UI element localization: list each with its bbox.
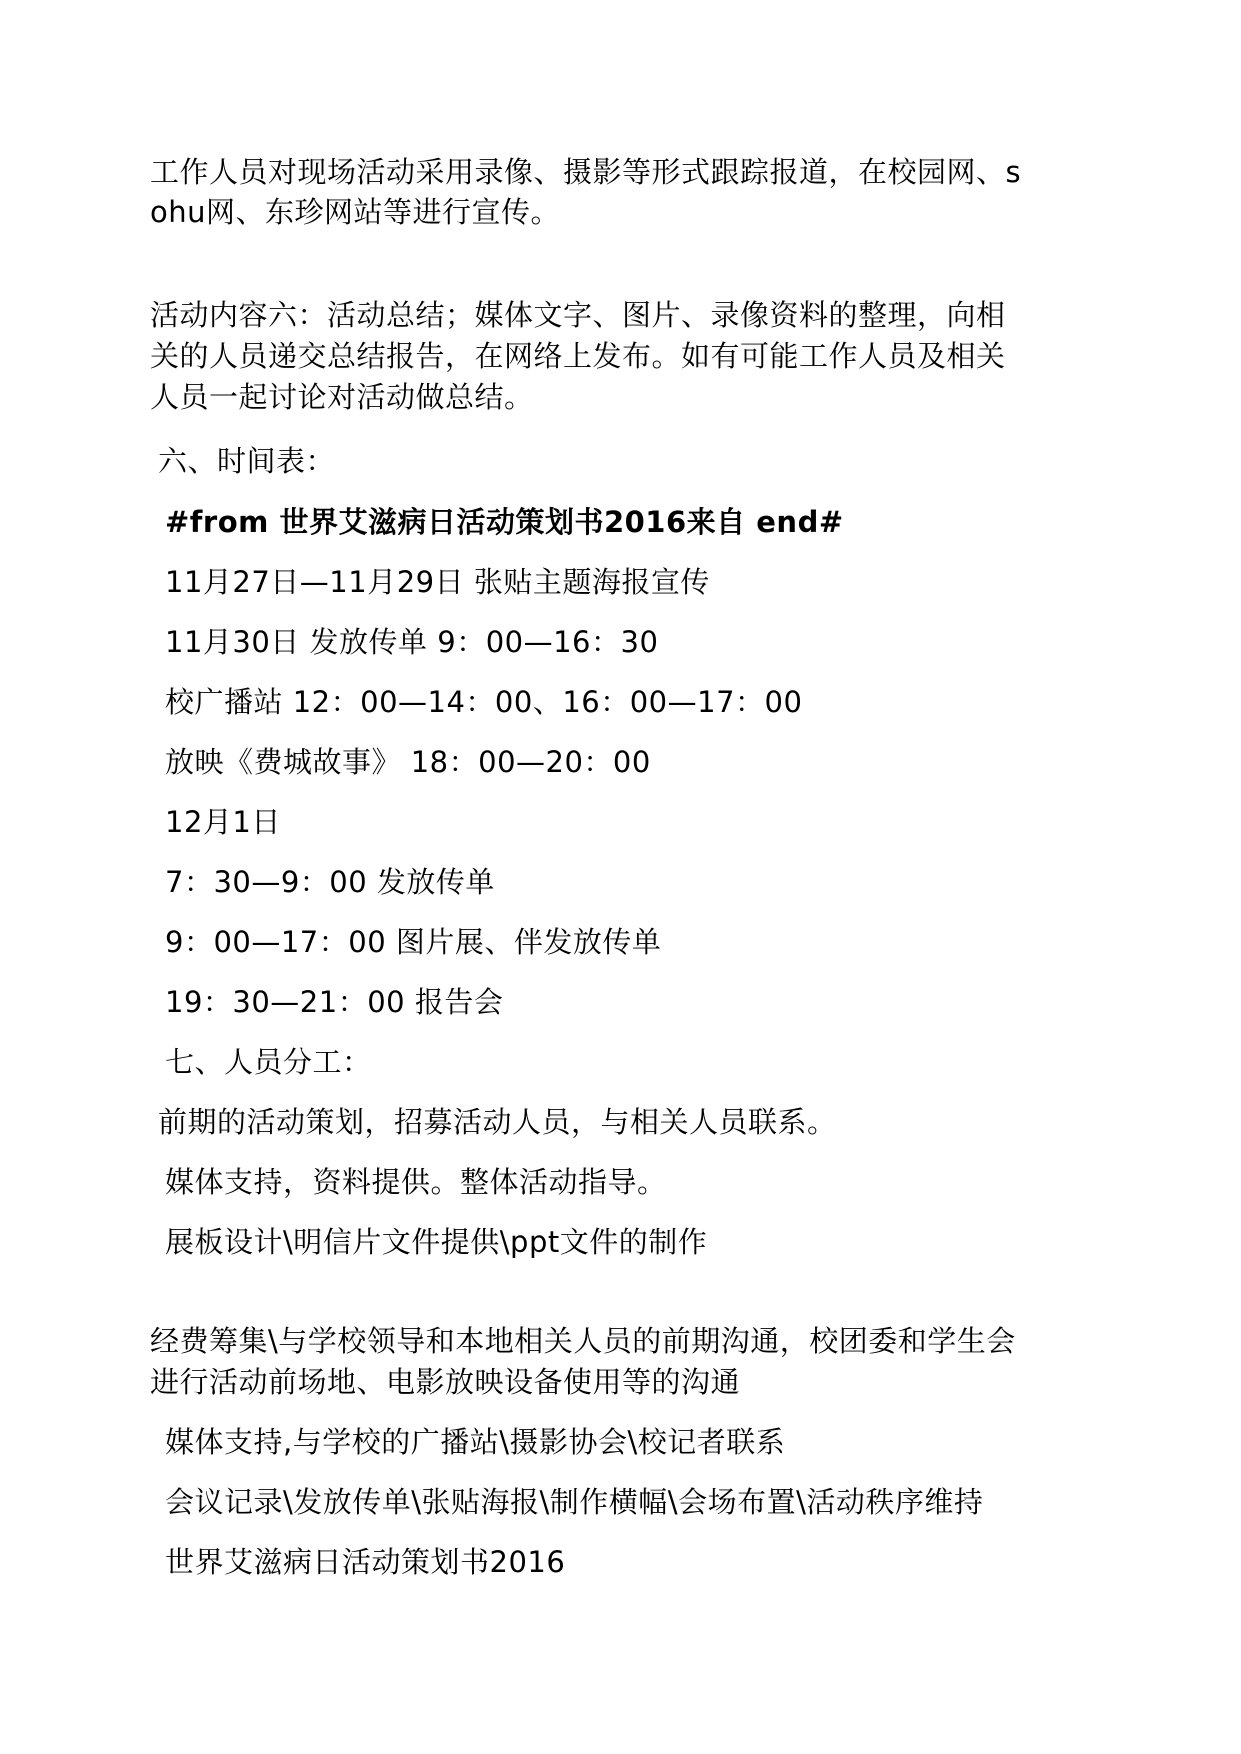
schedule-item: 11月27日—11月29日 张贴主题海报宣传 (165, 565, 710, 599)
duty-item: 会议记录\发放传单\张贴海报\制作横幅\会场布置\活动秩序维持 (165, 1485, 984, 1519)
section-6-title: 六、时间表： (158, 444, 336, 478)
duty-item: 媒体支持，资料提供。整体活动指导。 (165, 1165, 667, 1199)
document-title-footer: 世界艾滋病日活动策划书2016 (165, 1545, 566, 1579)
paragraph-2-line-2: 关的人员递交总结报告，在网络上发布。如有可能工作人员及相关 (150, 339, 1006, 373)
paragraph-2-line-1: 活动内容六：活动总结；媒体文字、图片、录像资料的整理，向相 (150, 298, 1006, 332)
paragraph-1-line-2: ohu网、东珍网站等进行宣传。 (150, 195, 561, 229)
schedule-item: 校广播站 12：00—14：00、16：00—17：00 (165, 685, 803, 719)
schedule-item: 19：30—21：00 报告会 (165, 985, 504, 1019)
schedule-item: 放映《费城故事》 18：00—20：00 (165, 745, 651, 779)
schedule-item: 9：00—17：00 图片展、伴发放传单 (165, 925, 662, 959)
section-7-title: 七、人员分工： (165, 1045, 372, 1079)
duty-item: 前期的活动策划，招募活动人员，与相关人员联系。 (158, 1105, 837, 1139)
schedule-item: 7：30—9：00 发放传单 (165, 865, 495, 899)
paragraph-3-line-2: 进行活动前场地、电影放映设备使用等的沟通 (150, 1365, 741, 1399)
paragraph-2-line-3: 人员一起讨论对活动做总结。 (150, 380, 534, 414)
paragraph-1-line-1: 工作人员对现场活动采用录像、摄影等形式跟踪报道，在校园网、s (150, 155, 1022, 189)
duty-item: 媒体支持,与学校的广播站\摄影协会\校记者联系 (165, 1425, 786, 1459)
schedule-item: 11月30日 发放传单 9：00—16：30 (165, 625, 659, 659)
from-marker: #from 世界艾滋病日活动策划书2016来自 end# (165, 505, 844, 539)
duty-item: 展板设计\明信片文件提供\ppt文件的制作 (165, 1225, 708, 1259)
schedule-item: 12月1日 (165, 805, 281, 839)
paragraph-3-line-1: 经费筹集\与学校领导和本地相关人员的前期沟通，校团委和学生会 (150, 1324, 1016, 1358)
